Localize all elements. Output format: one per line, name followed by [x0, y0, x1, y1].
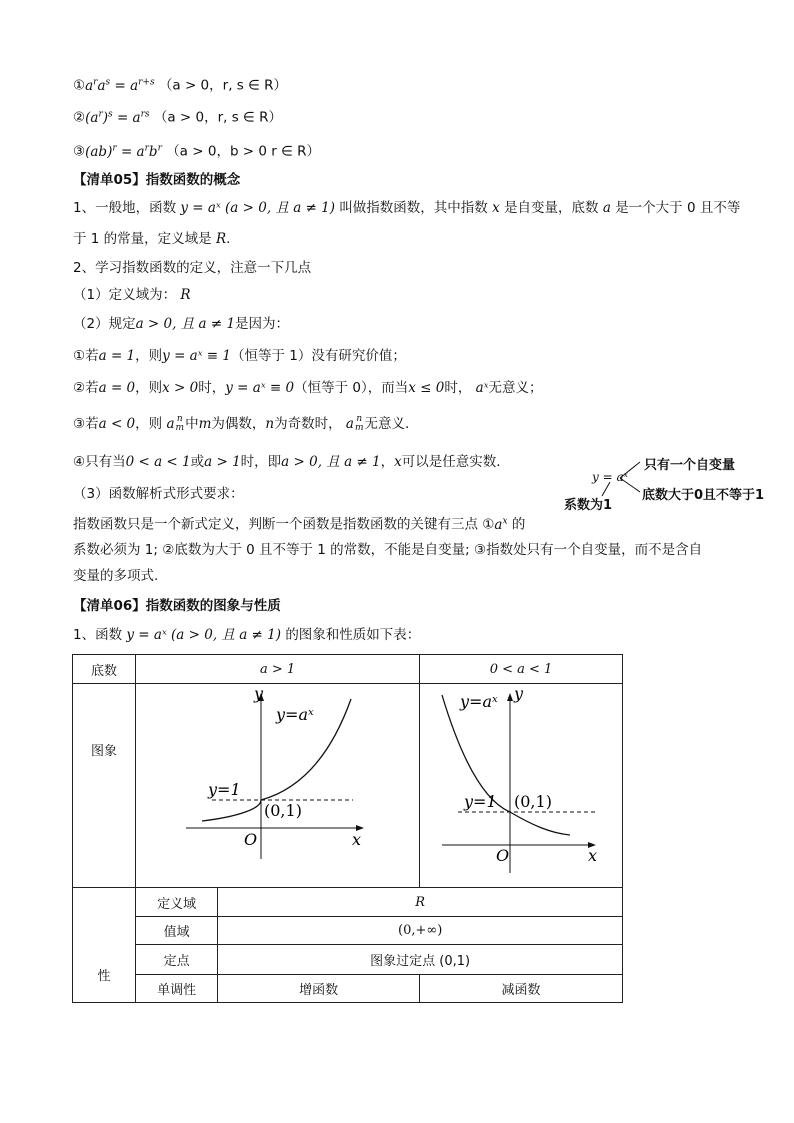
var: R: [215, 231, 227, 247]
exp-function-table: [72, 654, 623, 1003]
rule-num: ②: [73, 109, 86, 126]
sec06-p1: [73, 625, 420, 645]
text: （2）规定: [73, 316, 136, 332]
line-label: y=1: [208, 779, 241, 799]
text: ①若: [73, 348, 99, 364]
rule-num: ③: [73, 143, 86, 160]
var: n: [265, 416, 275, 432]
text: 是因为：: [235, 316, 290, 332]
value-range: (0,+∞): [218, 917, 623, 945]
origin-label: O: [244, 829, 258, 849]
text: ②若: [73, 380, 99, 396]
text: 是一个大于 0 且不等: [615, 200, 741, 216]
value-fixed-point: 图象过定点 (0,1): [218, 945, 623, 975]
text: 1、一般地，函数: [73, 200, 177, 216]
sec05-p4: [73, 314, 289, 334]
var: m: [198, 416, 212, 432]
formula: a = 1: [98, 348, 136, 364]
text: 时，: [444, 380, 472, 396]
text: 时，即: [240, 454, 282, 470]
formula: y = aˣ (a > 0, 且 a ≠ 1): [126, 627, 282, 643]
sec05-p6: 指数函数只是一个新式定义，判断一个函数是指数函数的关键有三点 $①a^x$ 的: [73, 516, 526, 533]
value-domain: R: [218, 888, 623, 917]
text: ，则: [135, 348, 163, 364]
point-label: (0,1): [514, 791, 552, 811]
text: 指数函数只是一个新式定义，判断一个函数是指数函数的关键有三点 ①: [73, 516, 495, 533]
prop-fixed-point: 定点: [136, 945, 218, 975]
formula: aˣ: [475, 380, 489, 396]
section-title: 指数函数的图象与性质: [145, 598, 281, 614]
case-4: [73, 452, 501, 472]
line-label: y=1: [464, 791, 497, 811]
section-title: 指数函数的概念: [145, 172, 241, 188]
sec05-p1: [73, 198, 740, 218]
text: 叫做指数函数，其中指数: [339, 200, 488, 216]
var: a: [602, 200, 611, 216]
var: x: [394, 454, 402, 470]
value-increasing: 增函数: [218, 975, 420, 1003]
text: 可以是任意实数.: [401, 454, 501, 470]
sec05-p1-cont: [73, 229, 230, 249]
graph-increasing-svg: [136, 685, 419, 887]
rule-condition: （a > 0，r, s ∈ R）: [158, 77, 288, 94]
sec05-p8: 变量的多项式.: [73, 568, 159, 584]
diagram-label-single-var: 只有一个自变量: [644, 458, 736, 473]
value-decreasing: 减函数: [420, 975, 623, 1003]
definition-diagram: [556, 450, 786, 514]
prop-range: 值域: [136, 917, 218, 945]
sec05-p2: 2、学习指数函数的定义，注意一下几点: [73, 260, 312, 276]
rule-1: $①a^ra^s = a^{r+s}$ （a > 0，r, s ∈ R）: [73, 77, 288, 94]
graph-decreasing-svg: [420, 685, 621, 887]
formula: 0 < a < 1: [125, 454, 191, 470]
row-graph-label: 图象: [73, 684, 136, 888]
section-06-heading: [73, 596, 281, 616]
text: 为奇数时，: [274, 416, 342, 432]
rule-condition: （a > 0，r, s ∈ R）: [153, 109, 282, 126]
text: ，则: [135, 416, 163, 432]
rule-num: ①: [73, 77, 86, 94]
y-axis-label: y: [254, 684, 264, 703]
formula: x ≤ 0: [408, 380, 445, 396]
text: ④只有当: [73, 454, 126, 470]
formula: y = aˣ ≡ 1: [162, 348, 232, 364]
sec05-p5: （3）函数解析式形式要求：: [73, 486, 244, 502]
y-axis-label: y: [514, 684, 524, 703]
text: 时，: [198, 380, 226, 396]
formula: a > 0, 且 a ≠ 1: [281, 454, 381, 470]
rule-2: $②(a^r)^s = a^{rs}$ （a > 0，r, s ∈ R）: [73, 109, 282, 126]
header-a-gt-1: a > 1: [136, 655, 420, 684]
section-tag: 【清单05】: [73, 172, 146, 188]
formula: y = aˣ (a > 0, 且 a ≠ 1): [180, 200, 336, 216]
text: 1、函数: [73, 627, 123, 643]
text: 无意义.: [364, 416, 410, 432]
text: （恒等于 0），而当: [294, 380, 409, 396]
curve-label: y=aˣ: [276, 704, 314, 724]
curve-label: y=aˣ: [460, 691, 498, 711]
diagram-formula: y = aˣ: [592, 470, 628, 484]
text: （1）定义域为：: [73, 287, 177, 303]
text: 或: [190, 454, 205, 470]
x-axis-label: x: [588, 845, 598, 865]
case-3: ③若a < 0，则 a n m 中m为偶数，n为奇数时， a n m 无意义.: [73, 414, 410, 433]
formula: y = aˣ ≡ 0: [225, 380, 295, 396]
text: .: [226, 231, 231, 247]
section-05-heading: [73, 170, 240, 190]
prop-domain: 定义域: [136, 888, 218, 917]
row-properties-label: 性: [73, 888, 136, 1003]
formula: a > 1: [204, 454, 241, 470]
point-label: (0,1): [264, 800, 302, 820]
text: 的: [511, 516, 526, 533]
text: 是自变量，底数: [504, 200, 599, 216]
graph-decreasing: [420, 684, 623, 888]
formula: a < 0: [98, 416, 136, 432]
text: 为偶数，: [211, 416, 266, 432]
header-a-lt-1: 0 < a < 1: [420, 655, 623, 684]
text: （恒等于 1）没有研究价值；: [231, 348, 406, 364]
text: ，: [380, 454, 395, 470]
text: 于 1 的常量，定义域是: [73, 231, 212, 247]
text: 中: [185, 416, 199, 432]
x-axis-label: x: [352, 829, 362, 849]
diagram-label-base: 底数大于0且不等于1: [642, 488, 765, 503]
diagram-label-coef: 系数为1: [564, 498, 613, 513]
text: 无意义；: [488, 380, 543, 396]
case-2: [73, 378, 543, 398]
header-base: 底数: [73, 655, 136, 684]
rule-condition: （a > 0，b > 0 r ∈ R）: [166, 143, 321, 160]
sec05-p3: [73, 285, 191, 305]
formula: x > 0: [162, 380, 199, 396]
var: x: [492, 200, 500, 216]
origin-label: O: [496, 845, 510, 865]
section-tag: 【清单06】: [73, 598, 146, 614]
text: 的图象和性质如下表：: [285, 627, 421, 643]
var: R: [180, 287, 191, 303]
graph-increasing: [136, 684, 420, 888]
rule-3: ③(ab)$^r$ = $a^rb^r$ （a > 0，b > 0 r ∈ R）: [73, 143, 321, 160]
formula: a = 0: [98, 380, 136, 396]
prop-monotonicity: 单调性: [136, 975, 218, 1003]
text: ③若: [73, 416, 99, 432]
text: ，则: [135, 380, 163, 396]
formula: a > 0, 且 a ≠ 1: [135, 316, 236, 332]
sec05-p7: 系数必须为 1; ②底数为大于 0 且不等于 1 的常数，不能是自变量; ③指数处只有一个自变量，而不是含自: [73, 542, 703, 558]
case-1: [73, 346, 406, 366]
